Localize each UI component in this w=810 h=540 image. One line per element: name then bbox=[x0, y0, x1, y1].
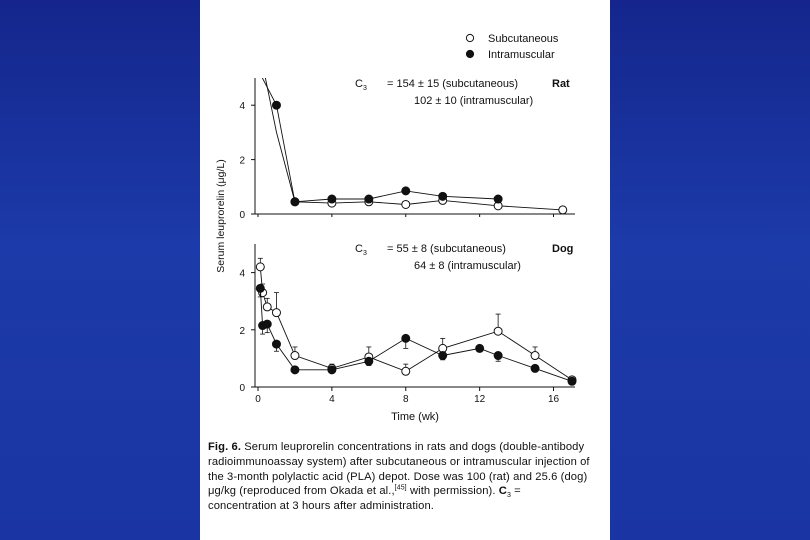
legend-subcutaneous-label: Subcutaneous bbox=[488, 33, 559, 45]
dog-panel-title: Dog bbox=[552, 243, 574, 255]
legend-filled-circle-icon bbox=[466, 50, 473, 57]
dog-intramuscular-line bbox=[260, 288, 572, 381]
caption-text-2: with permission). bbox=[406, 485, 499, 498]
legend-open-circle-icon bbox=[466, 34, 473, 41]
dog-c3-symbol: $C_3$ bbox=[355, 243, 367, 257]
caption-figure-label: Fig. 6. bbox=[208, 441, 242, 453]
dog-intramuscular-point bbox=[272, 340, 280, 348]
rat-intramuscular-point bbox=[494, 195, 502, 203]
dog-panel bbox=[239, 243, 576, 405]
rat-subcutaneous-point bbox=[402, 200, 410, 208]
rat-panel bbox=[239, 74, 575, 221]
caption-text-3: = concentration at 3 hours after administration. bbox=[208, 485, 521, 513]
dog-x-tick-label: 0 bbox=[255, 394, 261, 405]
dog-subcutaneous-point bbox=[291, 352, 299, 360]
dog-intramuscular-point bbox=[531, 364, 539, 372]
dog-intramuscular-point bbox=[256, 284, 264, 292]
figure-panel bbox=[200, 0, 610, 540]
dog-intramuscular-point bbox=[494, 352, 502, 360]
rat-intramuscular-line bbox=[260, 74, 498, 202]
caption-reference: [45] bbox=[394, 484, 407, 492]
dog-y-tick-label: 4 bbox=[239, 268, 245, 280]
dog-intramuscular-point bbox=[476, 344, 484, 352]
background-left bbox=[0, 0, 200, 540]
rat-intramuscular-point bbox=[365, 195, 373, 203]
dog-subcutaneous-point bbox=[494, 327, 502, 335]
dog-intramuscular-point bbox=[365, 357, 373, 365]
rat-intramuscular-point bbox=[402, 187, 410, 195]
dog-intramuscular-point bbox=[402, 334, 410, 342]
dog-intramuscular-point bbox=[328, 366, 336, 374]
dog-c3-line-2: 64 ± 8 (intramuscular) bbox=[414, 260, 521, 272]
dog-c3-line-1: = 55 ± 8 (subcutaneous) bbox=[387, 243, 506, 255]
rat-c3-line-1: = 154 ± 15 (subcutaneous) bbox=[387, 78, 519, 90]
dog-intramuscular-point bbox=[439, 352, 447, 360]
rat-y-ticks bbox=[239, 101, 553, 221]
caption-text-1: Serum leuprorelin concentrations in rats and dogs (double-antibody radioimmunoassay system) after subcutaneous or intramuscular injection of the 3-month polylactic acid (PLA) depot. Dose was 100 (rat) and 25.6 (dog) μg/kg (reproduced from Okada et al., bbox=[208, 441, 590, 498]
dog-x-tick-label: 4 bbox=[329, 394, 335, 405]
dog-y-tick-label: 2 bbox=[239, 325, 245, 337]
dog-subcutaneous-point bbox=[256, 263, 264, 271]
dog-subcutaneous-point bbox=[263, 303, 271, 311]
dog-series bbox=[256, 258, 576, 385]
dog-x-tick-label: 16 bbox=[547, 394, 560, 405]
rat-intramuscular-point bbox=[291, 198, 299, 206]
dog-intramuscular-point bbox=[291, 366, 299, 374]
rat-subcutaneous-point bbox=[559, 206, 567, 214]
legend bbox=[466, 33, 558, 61]
dog-subcutaneous-point bbox=[531, 352, 539, 360]
caption-c3-subscript: 3 bbox=[506, 492, 511, 500]
figure-caption bbox=[208, 440, 592, 514]
caption-c3-symbol: C bbox=[498, 485, 507, 498]
dog-y-tick-label: 0 bbox=[239, 383, 245, 394]
rat-c3-line-2: 102 ± 10 (intramuscular) bbox=[414, 95, 534, 107]
rat-intramuscular-point bbox=[272, 101, 280, 109]
legend-intramuscular-label: Intramuscular bbox=[488, 49, 555, 61]
rat-y-tick-label: 0 bbox=[239, 210, 245, 221]
background-right bbox=[610, 0, 810, 540]
dog-y-ticks bbox=[239, 269, 255, 394]
y-axis-label: Serum leuprorelin (μg/L) bbox=[215, 159, 227, 273]
dog-x-ticks bbox=[255, 387, 559, 405]
rat-y-tick-label: 4 bbox=[239, 101, 245, 113]
rat-y-tick-label: 2 bbox=[239, 155, 245, 167]
x-axis-label: Time (wk) bbox=[391, 411, 439, 423]
rat-c3-symbol: $C_3$ bbox=[355, 78, 367, 92]
dog-intramuscular-point bbox=[568, 377, 576, 385]
rat-panel-title: Rat bbox=[552, 78, 570, 90]
rat-intramuscular-point bbox=[328, 195, 336, 203]
dog-subcutaneous-line bbox=[260, 267, 572, 380]
dog-x-tick-label: 12 bbox=[474, 394, 486, 405]
dog-subcutaneous-point bbox=[402, 367, 410, 375]
dog-intramuscular-point bbox=[263, 320, 271, 328]
rat-intramuscular-point bbox=[439, 192, 447, 200]
dog-subcutaneous-point bbox=[272, 309, 280, 317]
dog-x-tick-label: 8 bbox=[402, 394, 409, 405]
